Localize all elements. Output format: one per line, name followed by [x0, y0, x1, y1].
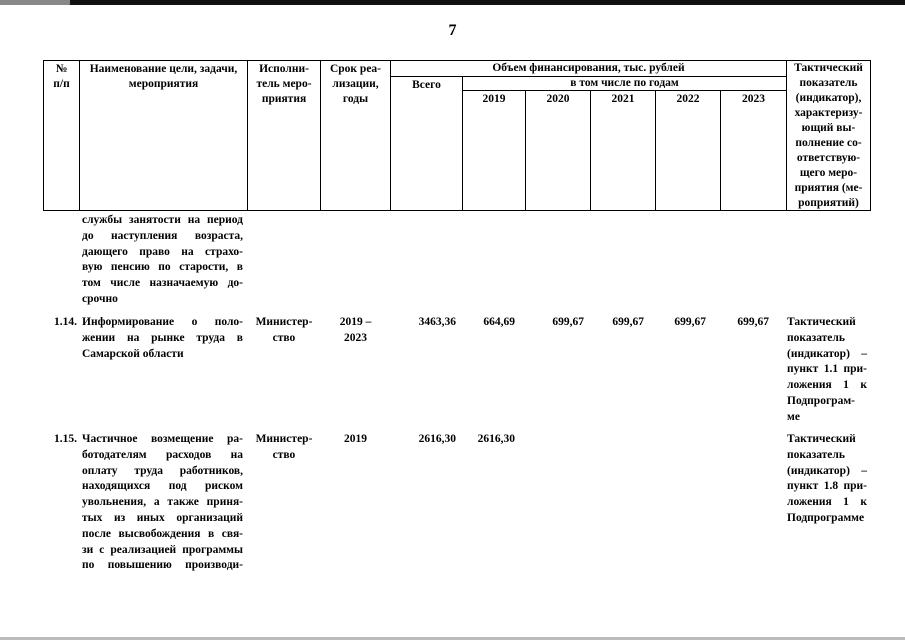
- row-2023: 699,67: [737, 316, 769, 328]
- continuation-name: службы занятости на период до наступления возраста, дающего право на страхо- вую пенсию по старости, в том числе назначаемую до- срочно: [82, 214, 243, 305]
- row-indicator: Тактический показатель (индикатор) – пункт 1.8 при- ложения 1 к Подпрограмме: [787, 433, 867, 524]
- col-border-6: [525, 90, 526, 211]
- header-executor: Исполни- тель меро- приятия: [256, 63, 312, 105]
- row-2020: 699,67: [552, 316, 584, 328]
- header-bottom-rule: [43, 210, 871, 211]
- row-2022: 699,67: [674, 316, 706, 328]
- header-year-2022: 2022: [676, 93, 700, 105]
- header-year-2021: 2021: [611, 93, 635, 105]
- header-by-years: в том числе по годам: [570, 77, 679, 89]
- header-name: Наименование цели, задачи, мероприятия: [89, 63, 238, 90]
- header-indicator: Тактический показатель (индикатор), характеризу- ющий вы- полнение со- ответствую- щего меро- приятия (ме- роприятий): [794, 62, 863, 209]
- col-border-11: [870, 60, 871, 211]
- header-term: Срок реа- лизации, годы: [329, 63, 382, 105]
- row-term: 2019: [344, 433, 367, 445]
- row-name: Информирование о поло- жении на рынке труда в Самарской области: [82, 316, 243, 360]
- row-executor: Министер- ство: [255, 433, 313, 461]
- header-funding-group: Объем финансирования, тыс. рублей: [492, 62, 685, 74]
- page-number: 7: [448, 22, 457, 39]
- row-2019: 664,69: [483, 316, 515, 328]
- row-total: 2616,30: [418, 433, 456, 445]
- header-total: Всего: [412, 79, 441, 91]
- row-name: Частичное возмещение ра- ботодателям расходов на оплату труда работников, находящихся под риском увольнения, а также приня- тых из иных организаций после высвобождения в свя- зи с реализацией программы по повышению производи-: [82, 433, 243, 572]
- col-border-7: [590, 90, 591, 211]
- col-border-8: [655, 90, 656, 211]
- header-year-2020: 2020: [546, 93, 570, 105]
- header-year-2023: 2023: [742, 93, 765, 105]
- col-border-9: [720, 90, 721, 211]
- row-indicator: Тактический показатель (индикатор) – пункт 1.1 при- ложения 1 к Подпрограм- ме: [787, 316, 867, 423]
- row-executor: Министер- ство: [255, 316, 313, 344]
- header-year-2019: 2019: [482, 93, 506, 105]
- row-term: 2019 – 2023: [339, 316, 372, 344]
- row-num: 1.14.: [54, 316, 77, 328]
- scan-top-border: [0, 0, 905, 5]
- row-total: 3463,36: [418, 316, 456, 328]
- row-2019: 2616,30: [477, 433, 515, 445]
- header-num: № п/п: [53, 63, 70, 90]
- row-2021: 699,67: [612, 316, 644, 328]
- scan-top-border-fade: [0, 0, 70, 5]
- row-num: 1.15.: [54, 433, 77, 445]
